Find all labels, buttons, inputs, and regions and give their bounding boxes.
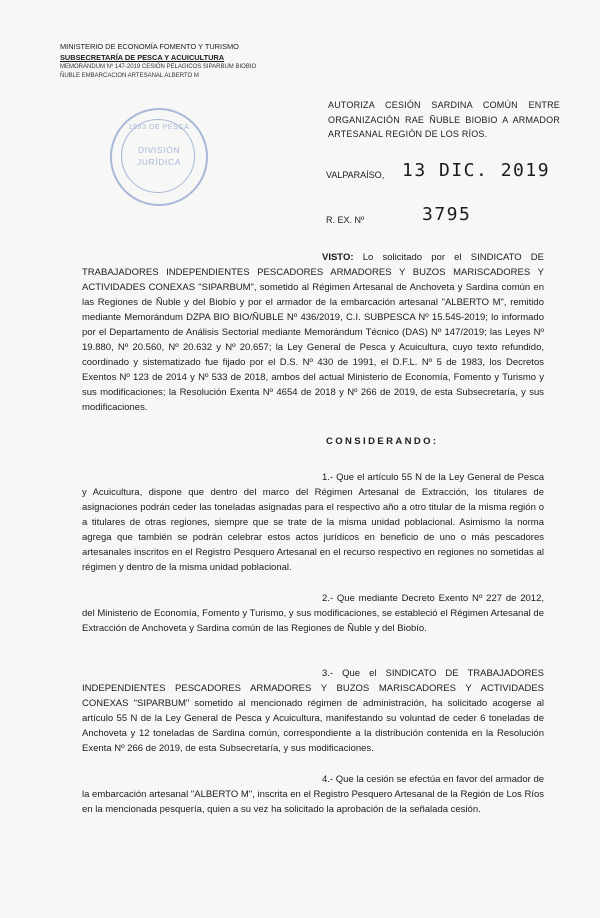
stamp-line-2: JURÍDICA: [137, 157, 181, 167]
considerando-1: [82, 470, 544, 575]
considerando-3-text: INDEPENDIENTES PESCADORES ARMADORES Y BUZOS MARISCADORES Y ACTIVIDADES CONEXAS "SIPARBUM" sometido al mencionado régimen de administración, ha solicitado acogerse al artículo 55 N de la Ley General de Pesca y Acuicultura, manifestando su voluntad de ceder 6 toneladas de Anchoveta y 12 toneladas de Sardina común, correspondiente a la distribución contenida en la Resolución Exenta Nº 266 de 2019, de esta Subsecretaría, y sus modificaciones.: [82, 683, 544, 754]
considerando-2: [82, 591, 544, 636]
stamp-top-text: 1983 DE PESCA: [128, 124, 190, 131]
resolution-number-label: R. EX. Nº: [326, 215, 365, 225]
considerando-3: [82, 666, 544, 756]
memo-reference: MEMORÁNDUM Nº 147-2019 CESIÓN PELAGICOS SIPARBUM BIOBIO: [60, 64, 257, 70]
ministry-name: MINISTERIO DE ECONOMÍA FOMENTO Y TURISMO: [60, 42, 239, 51]
considerando-3-lead: 3.- Que el SINDICATO DE TRABAJADORES: [322, 668, 544, 679]
visto-label: VISTO:: [322, 252, 354, 263]
considerando-4-text: armador de la embarcación artesanal "ALBERTO M", inscrita en el Registro Pesquero Artesanal de la Región de Los Ríos en la mencionada pesquería, quien a su vez ha solicitado la aprobación de la señalada cesión.: [82, 774, 545, 815]
considerando-heading: CONSIDERANDO:: [326, 436, 439, 447]
considerando-2-text: 2012, del Ministerio de Economía, Fomento y Turismo, y sus modificaciones, se estableció el Régimen Artesanal de Extracción de Anchoveta y Sardina común de las Regiones de Ñuble y del Biobío.: [82, 593, 545, 634]
letterhead: [60, 42, 300, 81]
considerando-4: [82, 772, 544, 817]
place-label: VALPARAÍSO,: [326, 170, 385, 180]
resolution-date: 13 DIC. 2019: [402, 160, 551, 181]
resolution-number: 3795: [422, 204, 472, 225]
considerando-2-lead: 2.- Que mediante Decreto Exento Nº 227 de: [322, 593, 517, 604]
stamp-line-1: DIVISIÓN: [137, 145, 181, 155]
division-juridica-stamp: [110, 108, 208, 206]
considerando-1-lead: 1.- Que el artículo 55 N de la Ley General de: [322, 472, 515, 483]
considerando-1-text: Pesca y Acuicultura, dispone que dentro del marco del Régimen Artesanal de Extracción, los titulares de asignaciones podrán ceder las toneladas asignadas para el respectivo año a otro titular de la misma región o a titulares de otras regiones, siempre que se trate de la misma unidad poblacional. Asimismo la norma agrega que también se podrán celebrar estos actos jurídicos en beneficio de uno o más pescadores artesanales inscritos en el Registro Pesquero Artesanal en el recurso respectivo en regiones no sometidas al régimen y dentro de la misma unidad poblacional.: [82, 472, 544, 573]
undersecretariat-name: SUBSECRETARÍA DE PESCA Y ACUICULTURA: [60, 52, 225, 62]
visto-paragraph: [82, 250, 544, 415]
resolution-subject: AUTORIZA CESIÓN SARDINA COMÚN ENTRE ORGANIZACIÓN RAE ÑUBLE BIOBIO A ARMADOR ARTESANAL REGIÓN DE LOS RÍOS.: [328, 100, 560, 139]
memo-reference-cont: ÑUBLE EMBARCACION ARTESANAL ALBERTO M: [60, 73, 199, 79]
considerando-4-lead: 4.- Que la cesión se efectúa en favor del: [322, 774, 493, 785]
visto-text: Lo solicitado por el SINDICATO DE TRABAJADORES INDEPENDIENTES PESCADORES ARMADORES Y BUZOS MARISCADORES Y ACTIVIDADES CONEXAS "SIPARBUM", sometido al Régimen Artesanal de Anchoveta y Sardina común en las Regiones de Ñuble y del Biobío y por el armador de la embarcación artesanal "ALBERTO M", remitido mediante Memorándum DZPA BIO BIO/ÑUBLE Nº 436/2019, C.I. SUBPESCA Nº 15.545-2019; lo informado por el Departamento de Análisis Sectorial mediante Memorándum Técnico (DAS) Nº 147/2019; las Leyes Nº 19.880, Nº 20.560, Nº 20.632 y Nº 20.657; la Ley General de Pesca y Acuicultura, cuyo texto refundido, coordinado y sistematizado fue fijado por el D.S. Nº 430 de 1991, el D.F.L. Nº 5 de 1983, los Decretos Exentos Nº 123 de 2014 y Nº 533 de 2018, ambos del actual Ministerio de Economía, Fomento y Turismo y sus modificaciones; la Resolución Exenta Nº 4654 de 2018 y Nº 266 de 2019, de esta Subsecretaría, y sus modificaciones.: [82, 252, 545, 413]
